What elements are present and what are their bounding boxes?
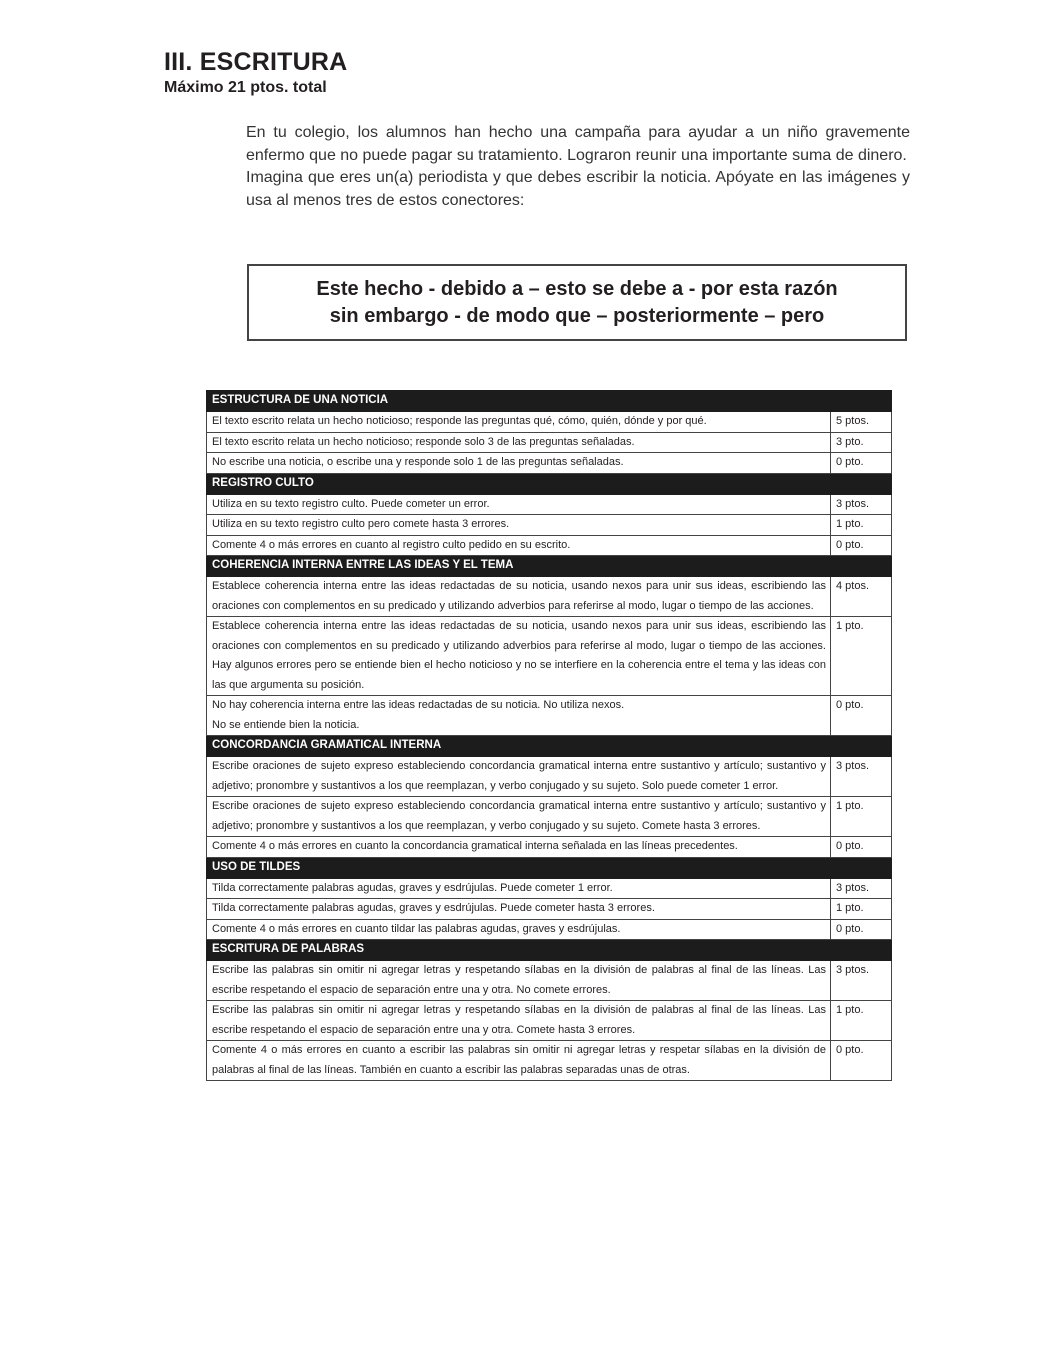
criterion-description	[207, 617, 831, 696]
criterion-description	[207, 432, 831, 453]
criterion-text: Utiliza en su texto registro culto. Puede cometer un error.	[212, 497, 490, 510]
criterion-text: No hay coherencia interna entre las ideas redactadas de su noticia. No utiliza nexos.	[212, 699, 625, 711]
criterion-points: 3 ptos.	[831, 961, 892, 1001]
rubric-row	[207, 617, 892, 696]
criterion-description	[207, 515, 831, 536]
criterion-text-extra: No se entiende bien la noticia.	[212, 718, 360, 731]
writing-prompt	[246, 122, 910, 212]
rubric-row	[207, 453, 892, 474]
max-score-subtitle: Máximo 21 ptos. total	[164, 79, 327, 96]
criterion-text: Escribe oraciones de sujeto expreso estableciendo concordancia gramatical interna entre sustantivo y artículo; sustantivo y adjetivo; pronombre y sustantivos a los que reemplazan, y verbo conjugado y su sujeto. Solo puede cometer 1 error.	[212, 760, 826, 792]
connectors-line-1: Este hecho - debido a – esto se debe a - por esta razón	[316, 277, 838, 300]
rubric-section-header	[207, 556, 892, 577]
rubric-row	[207, 961, 892, 1001]
prompt-paragraph-2: Imagina que eres un(a) periodista y que debes escribir la noticia. Apóyate en las imágenes y usa al menos tres de estos conectores:	[246, 169, 910, 209]
criterion-text: Tilda correctamente palabras agudas, graves y esdrújulas. Puede cometer hasta 3 errores.	[212, 902, 655, 914]
rubric-body	[207, 391, 892, 1081]
rubric-row	[207, 412, 892, 433]
criterion-text: El texto escrito relata un hecho noticioso; responde solo 3 de las preguntas señaladas.	[212, 435, 635, 448]
criterion-points: 3 ptos.	[831, 878, 892, 899]
criterion-description	[207, 412, 831, 433]
connectors-line-2: sin embargo - de modo que – posteriormente – pero	[329, 304, 825, 327]
rubric-row	[207, 535, 892, 556]
prompt-paragraph-1: En tu colegio, los alumnos han hecho una campaña para ayudar a un niño gravemente enfermo que no puede pagar su tratamiento. Lograron reunir una importante suma de dinero.	[246, 124, 910, 164]
connectors-box	[247, 264, 907, 341]
criterion-points: 1 pto.	[831, 515, 892, 536]
criterion-points: 0 pto.	[831, 919, 892, 940]
criterion-description	[207, 1041, 831, 1081]
rubric-row	[207, 494, 892, 515]
criterion-points: 0 pto.	[831, 535, 892, 556]
rubric-row	[207, 919, 892, 940]
rubric-row	[207, 757, 892, 797]
criterion-points: 0 pto.	[831, 1041, 892, 1081]
criterion-points: 3 pto.	[831, 432, 892, 453]
criterion-points: 3 ptos.	[831, 494, 892, 515]
criterion-description	[207, 899, 831, 920]
rubric-row	[207, 797, 892, 837]
section-title: III. ESCRITURA	[164, 48, 348, 76]
criterion-text: Establece coherencia interna entre las ideas redactadas de su noticia, usando nexos para unir sus ideas, escribiendo las oraciones con complementos en su predicado y utilizando adverbios para referirse al modo, lugar o tiempo de las acciones. Hay algunos errores pero se entiende bien el hecho noticioso y no se interfiere en la coherencia entre el tema y las ideas con las que argumenta su posición.	[212, 620, 826, 691]
criterion-description	[207, 878, 831, 899]
criterion-text: Comente 4 o más errores en cuanto a escribir las palabras sin omitir ni agregar letras y respetar sílabas en la división de palabras al final de las líneas. También en cuanto a escribir las palabras separadas unas de otras.	[212, 1044, 826, 1076]
criterion-text: El texto escrito relata un hecho noticioso; responde las preguntas qué, cómo, quién, dónde y por qué.	[212, 415, 707, 427]
criterion-points: 0 pto.	[831, 696, 892, 736]
criterion-text: Escribe oraciones de sujeto expreso estableciendo concordancia gramatical interna entre sustantivo y artículo; sustantivo y adjetivo; pronombre y sustantivos a los que reemplazan, y verbo conjugado y su sujeto. Comete hasta 3 errores.	[212, 800, 826, 832]
section-header-label: ESCRITURA DE PALABRAS	[207, 940, 892, 961]
rubric-section-header	[207, 391, 892, 412]
criterion-text: Comente 4 o más errores en cuanto tildar las palabras agudas, graves y esdrújulas.	[212, 922, 621, 935]
criterion-description	[207, 696, 831, 736]
rubric-row	[207, 432, 892, 453]
criterion-points: 3 ptos.	[831, 757, 892, 797]
criterion-description	[207, 961, 831, 1001]
criterion-text: Tilda correctamente palabras agudas, graves y esdrújulas. Puede cometer 1 error.	[212, 881, 613, 894]
criterion-text: Utiliza en su texto registro culto pero comete hasta 3 errores.	[212, 518, 510, 530]
criterion-points: 1 pto.	[831, 1001, 892, 1041]
criterion-description	[207, 535, 831, 556]
rubric-section-header	[207, 940, 892, 961]
criterion-points: 1 pto.	[831, 617, 892, 696]
criterion-points: 0 pto.	[831, 837, 892, 858]
criterion-description	[207, 837, 831, 858]
criterion-description	[207, 494, 831, 515]
rubric-section-header	[207, 857, 892, 878]
criterion-description	[207, 757, 831, 797]
criterion-text: No escribe una noticia, o escribe una y responde solo 1 de las preguntas señaladas.	[212, 456, 624, 468]
rubric-row	[207, 837, 892, 858]
rubric-table	[206, 390, 892, 1081]
section-header-label: USO DE TILDES	[207, 857, 892, 878]
rubric-section-header	[207, 736, 892, 757]
criterion-description	[207, 919, 831, 940]
rubric-row	[207, 1041, 892, 1081]
criterion-points: 0 pto.	[831, 453, 892, 474]
criterion-description	[207, 453, 831, 474]
criterion-points: 5 ptos.	[831, 412, 892, 433]
criterion-text: Escribe las palabras sin omitir ni agregar letras y respetando sílabas en la división de palabras al final de las líneas. Las escribe respetando el espacio de separación entre una y otra. No comete errores.	[212, 964, 826, 996]
rubric-row	[207, 878, 892, 899]
criterion-text: Comente 4 o más errores en cuanto al registro culto pedido en su escrito.	[212, 538, 571, 551]
rubric-row	[207, 899, 892, 920]
criterion-description	[207, 577, 831, 617]
criterion-points: 1 pto.	[831, 899, 892, 920]
criterion-description	[207, 1001, 831, 1041]
criterion-text: Comente 4 o más errores en cuanto la concordancia gramatical interna señalada en las líneas precedentes.	[212, 840, 738, 852]
rubric-row	[207, 577, 892, 617]
criterion-text: Establece coherencia interna entre las ideas redactadas de su noticia, usando nexos para unir sus ideas, escribiendo las oraciones con complementos en su predicado y utilizando adverbios para referirse al modo, lugar o tiempo de las acciones.	[212, 580, 826, 612]
criterion-text: Escribe las palabras sin omitir ni agregar letras y respetando sílabas en la división de palabras al final de las líneas. Las escribe respetando el espacio de separación entre una y otra. Comete hasta 3 errores.	[212, 1004, 826, 1036]
criterion-points: 1 pto.	[831, 797, 892, 837]
rubric-row	[207, 1001, 892, 1041]
section-header-label: COHERENCIA INTERNA ENTRE LAS IDEAS Y EL TEMA	[207, 556, 892, 577]
criterion-description	[207, 797, 831, 837]
rubric-row	[207, 696, 892, 736]
rubric-section-header	[207, 473, 892, 494]
criterion-points: 4 ptos.	[831, 577, 892, 617]
rubric-row	[207, 515, 892, 536]
section-header-label: ESTRUCTURA DE UNA NOTICIA	[207, 391, 892, 412]
section-header-label: CONCORDANCIA GRAMATICAL INTERNA	[207, 736, 892, 757]
section-header-label: REGISTRO CULTO	[207, 473, 892, 494]
